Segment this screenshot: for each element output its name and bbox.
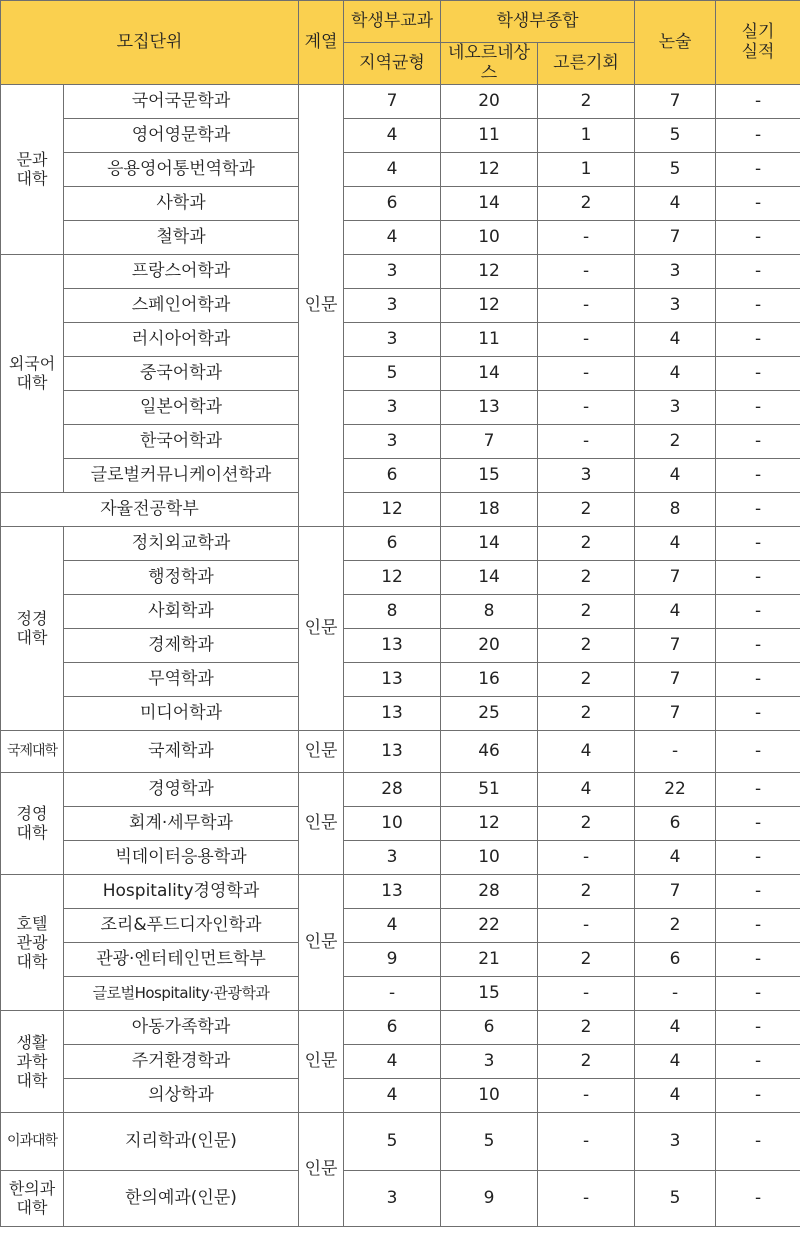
neo-cell: 9 bbox=[441, 1170, 538, 1226]
equal-cell: - bbox=[538, 424, 635, 458]
essay-cell: 2 bbox=[635, 424, 716, 458]
dept-cell: 행정학과 bbox=[64, 560, 299, 594]
track-cell: 인문 bbox=[299, 1010, 344, 1112]
subject-cell: 13 bbox=[344, 874, 441, 908]
equal-cell: 2 bbox=[538, 492, 635, 526]
equal-cell: - bbox=[538, 840, 635, 874]
practical-cell: - bbox=[716, 1044, 800, 1078]
equal-cell: - bbox=[538, 976, 635, 1010]
equal-cell: 2 bbox=[538, 628, 635, 662]
table-row bbox=[1, 908, 800, 942]
essay-cell: 8 bbox=[635, 492, 716, 526]
dept-cell: 지리학과(인문) bbox=[64, 1112, 299, 1170]
subject-cell: 13 bbox=[344, 662, 441, 696]
equal-cell: - bbox=[538, 254, 635, 288]
header-equal-opportunity: 고른기회 bbox=[538, 43, 635, 85]
table-row bbox=[1, 840, 800, 874]
practical-cell: - bbox=[716, 1112, 800, 1170]
essay-cell: 7 bbox=[635, 696, 716, 730]
equal-cell: 2 bbox=[538, 186, 635, 220]
dept-cell: Hospitality경영학과 bbox=[64, 874, 299, 908]
subject-cell: 4 bbox=[344, 1044, 441, 1078]
table-row bbox=[1, 1010, 800, 1044]
practical-cell: - bbox=[716, 288, 800, 322]
practical-cell: - bbox=[716, 840, 800, 874]
table-row bbox=[1, 526, 800, 560]
equal-cell: 1 bbox=[538, 152, 635, 186]
subject-cell: 9 bbox=[344, 942, 441, 976]
neo-cell: 10 bbox=[441, 220, 538, 254]
dept-cell: 한의예과(인문) bbox=[64, 1170, 299, 1226]
table-row bbox=[1, 492, 800, 526]
table-row bbox=[1, 942, 800, 976]
neo-cell: 22 bbox=[441, 908, 538, 942]
dept-cell: 국제학과 bbox=[64, 730, 299, 772]
college-cell: 경영 대학 bbox=[1, 772, 64, 874]
essay-cell: - bbox=[635, 730, 716, 772]
neo-cell: 7 bbox=[441, 424, 538, 458]
subject-cell: 6 bbox=[344, 186, 441, 220]
dept-cell: 러시아어학과 bbox=[64, 322, 299, 356]
college-cell: 국제대학 bbox=[1, 730, 64, 772]
neo-cell: 28 bbox=[441, 874, 538, 908]
equal-cell: - bbox=[538, 908, 635, 942]
dept-cell: 조리&푸드디자인학과 bbox=[64, 908, 299, 942]
table-row bbox=[1, 560, 800, 594]
equal-cell: 2 bbox=[538, 84, 635, 118]
essay-cell: 7 bbox=[635, 560, 716, 594]
equal-cell: - bbox=[538, 390, 635, 424]
practical-cell: - bbox=[716, 118, 800, 152]
essay-cell: 7 bbox=[635, 220, 716, 254]
subject-cell: 12 bbox=[344, 492, 441, 526]
neo-cell: 11 bbox=[441, 118, 538, 152]
neo-cell: 25 bbox=[441, 696, 538, 730]
dept-cell: 응용영어통번역학과 bbox=[64, 152, 299, 186]
college-cell: 호텔 관광 대학 bbox=[1, 874, 64, 1010]
practical-cell: - bbox=[716, 1078, 800, 1112]
subject-cell: 10 bbox=[344, 806, 441, 840]
table-row bbox=[1, 772, 800, 806]
practical-cell: - bbox=[716, 628, 800, 662]
college-cell: 이과대학 bbox=[1, 1112, 64, 1170]
equal-cell: 2 bbox=[538, 594, 635, 628]
table-row bbox=[1, 1078, 800, 1112]
subject-cell: 12 bbox=[344, 560, 441, 594]
neo-cell: 21 bbox=[441, 942, 538, 976]
header-student-comprehensive: 학생부종합 bbox=[441, 1, 635, 43]
table-row bbox=[1, 186, 800, 220]
practical-cell: - bbox=[716, 458, 800, 492]
equal-cell: 2 bbox=[538, 874, 635, 908]
equal-cell: 2 bbox=[538, 1044, 635, 1078]
essay-cell: 4 bbox=[635, 1010, 716, 1044]
table-row bbox=[1, 254, 800, 288]
neo-cell: 12 bbox=[441, 152, 538, 186]
dept-cell: 스페인어학과 bbox=[64, 288, 299, 322]
essay-cell: 7 bbox=[635, 84, 716, 118]
subject-cell: 3 bbox=[344, 322, 441, 356]
table-row bbox=[1, 594, 800, 628]
essay-cell: 4 bbox=[635, 840, 716, 874]
header-track: 계열 bbox=[299, 1, 344, 85]
subject-cell: 3 bbox=[344, 254, 441, 288]
subject-cell: 3 bbox=[344, 288, 441, 322]
subject-cell: 13 bbox=[344, 730, 441, 772]
subject-cell: 4 bbox=[344, 118, 441, 152]
subject-cell: 5 bbox=[344, 356, 441, 390]
neo-cell: 13 bbox=[441, 390, 538, 424]
neo-cell: 12 bbox=[441, 288, 538, 322]
dept-cell: 자율전공학부 bbox=[1, 492, 299, 526]
subject-cell: 4 bbox=[344, 1078, 441, 1112]
essay-cell: 3 bbox=[635, 1112, 716, 1170]
subject-cell: 6 bbox=[344, 526, 441, 560]
practical-cell: - bbox=[716, 84, 800, 118]
track-cell: 인문 bbox=[299, 84, 344, 526]
dept-cell: 정치외교학과 bbox=[64, 526, 299, 560]
header-student-subject: 학생부교과 bbox=[344, 1, 441, 43]
dept-cell: 의상학과 bbox=[64, 1078, 299, 1112]
table-row bbox=[1, 874, 800, 908]
dept-cell: 철학과 bbox=[64, 220, 299, 254]
college-cell: 정경 대학 bbox=[1, 526, 64, 730]
essay-cell: 3 bbox=[635, 254, 716, 288]
dept-cell: 한국어학과 bbox=[64, 424, 299, 458]
equal-cell: - bbox=[538, 288, 635, 322]
subject-cell: 6 bbox=[344, 458, 441, 492]
subject-cell: 6 bbox=[344, 1010, 441, 1044]
track-cell: 인문 bbox=[299, 526, 344, 730]
header-neo-renaissance: 네오르네상스 bbox=[441, 43, 538, 85]
essay-cell: 5 bbox=[635, 152, 716, 186]
essay-cell: 4 bbox=[635, 1044, 716, 1078]
practical-cell: - bbox=[716, 1010, 800, 1044]
practical-cell: - bbox=[716, 560, 800, 594]
neo-cell: 12 bbox=[441, 806, 538, 840]
table-row bbox=[1, 628, 800, 662]
dept-cell: 프랑스어학과 bbox=[64, 254, 299, 288]
neo-cell: 15 bbox=[441, 458, 538, 492]
subject-cell: 5 bbox=[344, 1112, 441, 1170]
table-row bbox=[1, 1044, 800, 1078]
college-cell: 문과 대학 bbox=[1, 84, 64, 254]
dept-cell: 일본어학과 bbox=[64, 390, 299, 424]
essay-cell: 3 bbox=[635, 390, 716, 424]
practical-cell: - bbox=[716, 594, 800, 628]
equal-cell: 4 bbox=[538, 730, 635, 772]
practical-cell: - bbox=[716, 976, 800, 1010]
dept-cell: 국어국문학과 bbox=[64, 84, 299, 118]
essay-cell: 4 bbox=[635, 1078, 716, 1112]
header-essay: 논술 bbox=[635, 1, 716, 85]
subject-cell: 4 bbox=[344, 908, 441, 942]
neo-cell: 11 bbox=[441, 322, 538, 356]
dept-cell: 미디어학과 bbox=[64, 696, 299, 730]
essay-cell: 6 bbox=[635, 806, 716, 840]
practical-cell: - bbox=[716, 424, 800, 458]
dept-cell: 경영학과 bbox=[64, 772, 299, 806]
essay-cell: 4 bbox=[635, 526, 716, 560]
header-unit: 모집단위 bbox=[1, 1, 299, 85]
track-cell: 인문 bbox=[299, 772, 344, 874]
essay-cell: 7 bbox=[635, 874, 716, 908]
subject-cell: 8 bbox=[344, 594, 441, 628]
practical-cell: - bbox=[716, 526, 800, 560]
practical-cell: - bbox=[716, 942, 800, 976]
track-cell: 인문 bbox=[299, 730, 344, 772]
table-row bbox=[1, 152, 800, 186]
table-row bbox=[1, 322, 800, 356]
essay-cell: 3 bbox=[635, 288, 716, 322]
neo-cell: 10 bbox=[441, 1078, 538, 1112]
neo-cell: 12 bbox=[441, 254, 538, 288]
neo-cell: 10 bbox=[441, 840, 538, 874]
neo-cell: 3 bbox=[441, 1044, 538, 1078]
neo-cell: 5 bbox=[441, 1112, 538, 1170]
practical-cell: - bbox=[716, 806, 800, 840]
equal-cell: - bbox=[538, 322, 635, 356]
subject-cell: 7 bbox=[344, 84, 441, 118]
dept-cell: 회계·세무학과 bbox=[64, 806, 299, 840]
practical-cell: - bbox=[716, 1170, 800, 1226]
subject-cell: 3 bbox=[344, 840, 441, 874]
neo-cell: 16 bbox=[441, 662, 538, 696]
dept-cell: 주거환경학과 bbox=[64, 1044, 299, 1078]
dept-cell: 사학과 bbox=[64, 186, 299, 220]
neo-cell: 20 bbox=[441, 84, 538, 118]
equal-cell: 4 bbox=[538, 772, 635, 806]
essay-cell: 4 bbox=[635, 594, 716, 628]
subject-cell: 28 bbox=[344, 772, 441, 806]
equal-cell: - bbox=[538, 1170, 635, 1226]
essay-cell: 22 bbox=[635, 772, 716, 806]
dept-cell: 관광·엔터테인먼트학부 bbox=[64, 942, 299, 976]
table-row bbox=[1, 390, 800, 424]
neo-cell: 8 bbox=[441, 594, 538, 628]
equal-cell: 2 bbox=[538, 1010, 635, 1044]
dept-cell: 글로벌Hospitality·관광학과 bbox=[64, 976, 299, 1010]
dept-cell: 중국어학과 bbox=[64, 356, 299, 390]
practical-cell: - bbox=[716, 390, 800, 424]
table-row bbox=[1, 806, 800, 840]
dept-cell: 영어영문학과 bbox=[64, 118, 299, 152]
equal-cell: 2 bbox=[538, 526, 635, 560]
dept-cell: 글로벌커뮤니케이션학과 bbox=[64, 458, 299, 492]
equal-cell: 2 bbox=[538, 696, 635, 730]
header-regional-balance: 지역균형 bbox=[344, 43, 441, 85]
table-row bbox=[1, 1112, 800, 1170]
essay-cell: - bbox=[635, 976, 716, 1010]
neo-cell: 15 bbox=[441, 976, 538, 1010]
dept-cell: 아동가족학과 bbox=[64, 1010, 299, 1044]
equal-cell: - bbox=[538, 1112, 635, 1170]
essay-cell: 5 bbox=[635, 1170, 716, 1226]
neo-cell: 14 bbox=[441, 186, 538, 220]
college-cell: 한의과 대학 bbox=[1, 1170, 64, 1226]
dept-cell: 빅데이터응용학과 bbox=[64, 840, 299, 874]
subject-cell: 4 bbox=[344, 152, 441, 186]
dept-cell: 경제학과 bbox=[64, 628, 299, 662]
header-practical: 실기 실적 bbox=[716, 1, 800, 85]
essay-cell: 4 bbox=[635, 186, 716, 220]
college-cell: 생활 과학 대학 bbox=[1, 1010, 64, 1112]
essay-cell: 2 bbox=[635, 908, 716, 942]
table-row bbox=[1, 1170, 800, 1226]
practical-cell: - bbox=[716, 322, 800, 356]
practical-cell: - bbox=[716, 696, 800, 730]
table-row bbox=[1, 458, 800, 492]
dept-cell: 사회학과 bbox=[64, 594, 299, 628]
equal-cell: - bbox=[538, 220, 635, 254]
practical-cell: - bbox=[716, 152, 800, 186]
practical-cell: - bbox=[716, 772, 800, 806]
neo-cell: 51 bbox=[441, 772, 538, 806]
neo-cell: 18 bbox=[441, 492, 538, 526]
table-row bbox=[1, 662, 800, 696]
track-cell: 인문 bbox=[299, 874, 344, 1010]
subject-cell: 3 bbox=[344, 1170, 441, 1226]
essay-cell: 4 bbox=[635, 356, 716, 390]
practical-cell: - bbox=[716, 220, 800, 254]
subject-cell: 3 bbox=[344, 424, 441, 458]
subject-cell: 13 bbox=[344, 696, 441, 730]
neo-cell: 46 bbox=[441, 730, 538, 772]
table-row bbox=[1, 730, 800, 772]
practical-cell: - bbox=[716, 186, 800, 220]
subject-cell: 13 bbox=[344, 628, 441, 662]
subject-cell: 3 bbox=[344, 390, 441, 424]
essay-cell: 4 bbox=[635, 458, 716, 492]
equal-cell: - bbox=[538, 356, 635, 390]
subject-cell: - bbox=[344, 976, 441, 1010]
neo-cell: 20 bbox=[441, 628, 538, 662]
equal-cell: - bbox=[538, 1078, 635, 1112]
subject-cell: 4 bbox=[344, 220, 441, 254]
dept-cell: 무역학과 bbox=[64, 662, 299, 696]
table-row bbox=[1, 118, 800, 152]
table-row bbox=[1, 356, 800, 390]
practical-cell: - bbox=[716, 662, 800, 696]
table-row bbox=[1, 976, 800, 1010]
practical-cell: - bbox=[716, 908, 800, 942]
essay-cell: 4 bbox=[635, 322, 716, 356]
table-row bbox=[1, 84, 800, 118]
neo-cell: 14 bbox=[441, 526, 538, 560]
table-row bbox=[1, 424, 800, 458]
essay-cell: 6 bbox=[635, 942, 716, 976]
college-cell: 외국어 대학 bbox=[1, 254, 64, 492]
table-row bbox=[1, 696, 800, 730]
equal-cell: 1 bbox=[538, 118, 635, 152]
equal-cell: 3 bbox=[538, 458, 635, 492]
practical-cell: - bbox=[716, 730, 800, 772]
equal-cell: 2 bbox=[538, 942, 635, 976]
essay-cell: 5 bbox=[635, 118, 716, 152]
equal-cell: 2 bbox=[538, 560, 635, 594]
neo-cell: 6 bbox=[441, 1010, 538, 1044]
essay-cell: 7 bbox=[635, 628, 716, 662]
essay-cell: 7 bbox=[635, 662, 716, 696]
practical-cell: - bbox=[716, 874, 800, 908]
equal-cell: 2 bbox=[538, 806, 635, 840]
practical-cell: - bbox=[716, 254, 800, 288]
table-row bbox=[1, 288, 800, 322]
track-cell: 인문 bbox=[299, 1112, 344, 1226]
practical-cell: - bbox=[716, 356, 800, 390]
neo-cell: 14 bbox=[441, 356, 538, 390]
table-row bbox=[1, 220, 800, 254]
practical-cell: - bbox=[716, 492, 800, 526]
equal-cell: 2 bbox=[538, 662, 635, 696]
neo-cell: 14 bbox=[441, 560, 538, 594]
